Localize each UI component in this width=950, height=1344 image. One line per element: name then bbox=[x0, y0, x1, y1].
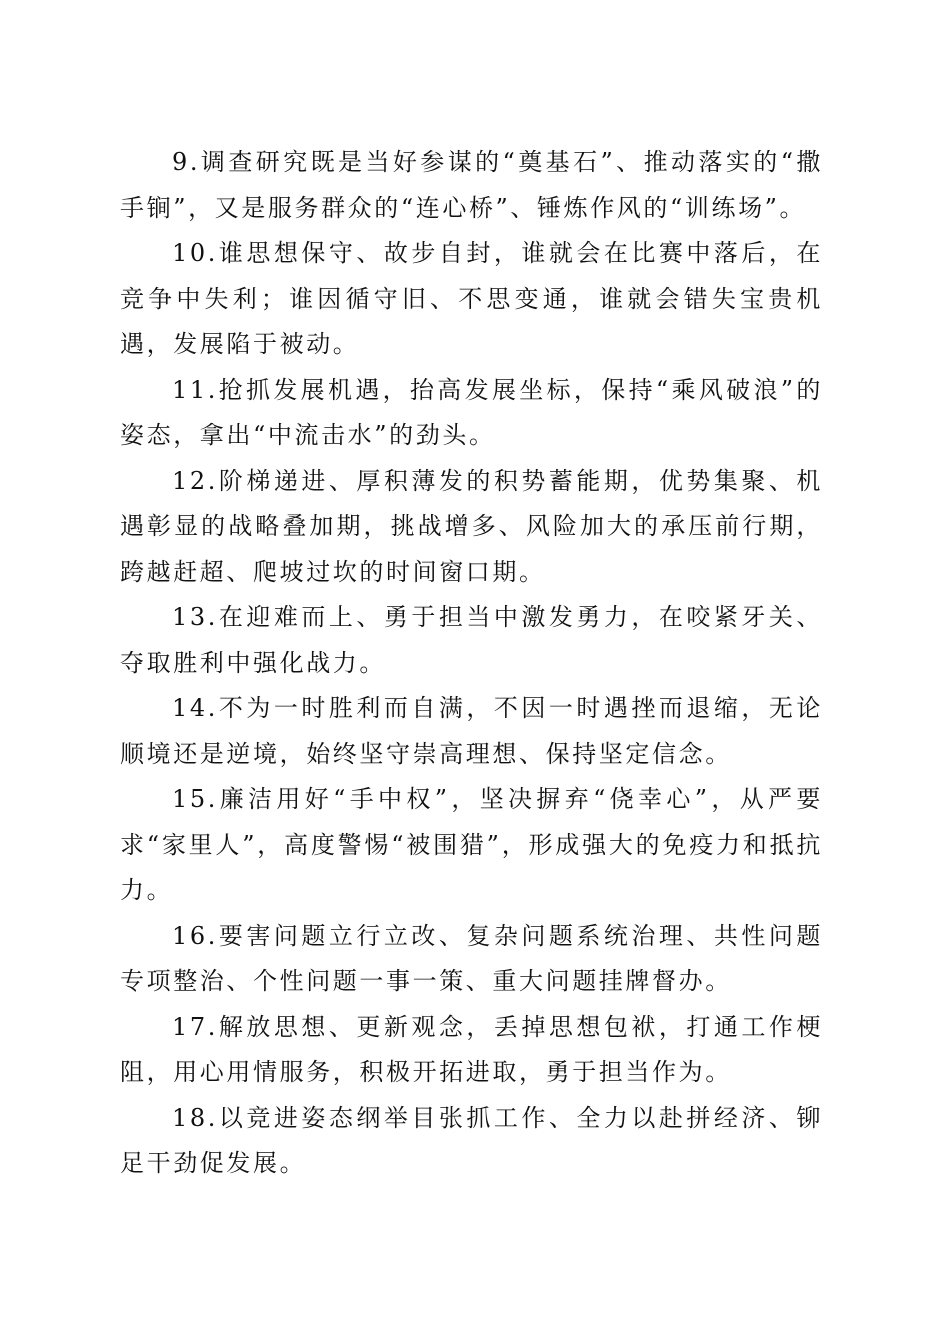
document-body bbox=[120, 140, 823, 1187]
paragraph-15: 15.廉洁用好“手中权”，坚决摒弃“侥幸心”，从严要求“家里人”，高度警惕“被围猎”，形成强大的免疫力和抵抗力。 bbox=[120, 785, 823, 904]
paragraph-9: 9.调查研究既是当好参谋的“奠基石”、推动落实的“撒手锏”，又是服务群众的“连心桥”、锤炼作风的“训练场”。 bbox=[120, 148, 823, 222]
paragraph-18: 18.以竞进姿态纲举目张抓工作、全力以赴拼经济、铆足干劲促发展。 bbox=[120, 1103, 823, 1177]
paragraph-16: 16.要害问题立行立改、复杂问题系统治理、共性问题专项整治、个性问题一事一策、重大问题挂牌督办。 bbox=[120, 921, 823, 995]
paragraph-11: 11.抢抓发展机遇，抬高发展坐标，保持“乘风破浪”的姿态，拿出“中流击水”的劲头。 bbox=[120, 375, 823, 449]
paragraph-13: 13.在迎难而上、勇于担当中激发勇力，在咬紧牙关、夺取胜利中强化战力。 bbox=[120, 603, 823, 677]
paragraph-14: 14.不为一时胜利而自满，不因一时遇挫而退缩，无论顺境还是逆境，始终坚守崇高理想、保持坚定信念。 bbox=[120, 694, 823, 768]
paragraph-10: 10.谁思想保守、故步自封，谁就会在比赛中落后，在竞争中失利；谁因循守旧、不思变通，谁就会错失宝贵机遇，发展陷于被动。 bbox=[120, 239, 823, 358]
paragraph-17: 17.解放思想、更新观念，丢掉思想包袱，打通工作梗阻，用心用情服务，积极开拓进取，勇于担当作为。 bbox=[120, 1012, 823, 1086]
paragraph-12: 12.阶梯递进、厚积薄发的积势蓄能期，优势集聚、机遇彰显的战略叠加期，挑战增多、风险加大的承压前行期，跨越赶超、爬坡过坎的时间窗口期。 bbox=[120, 466, 823, 586]
